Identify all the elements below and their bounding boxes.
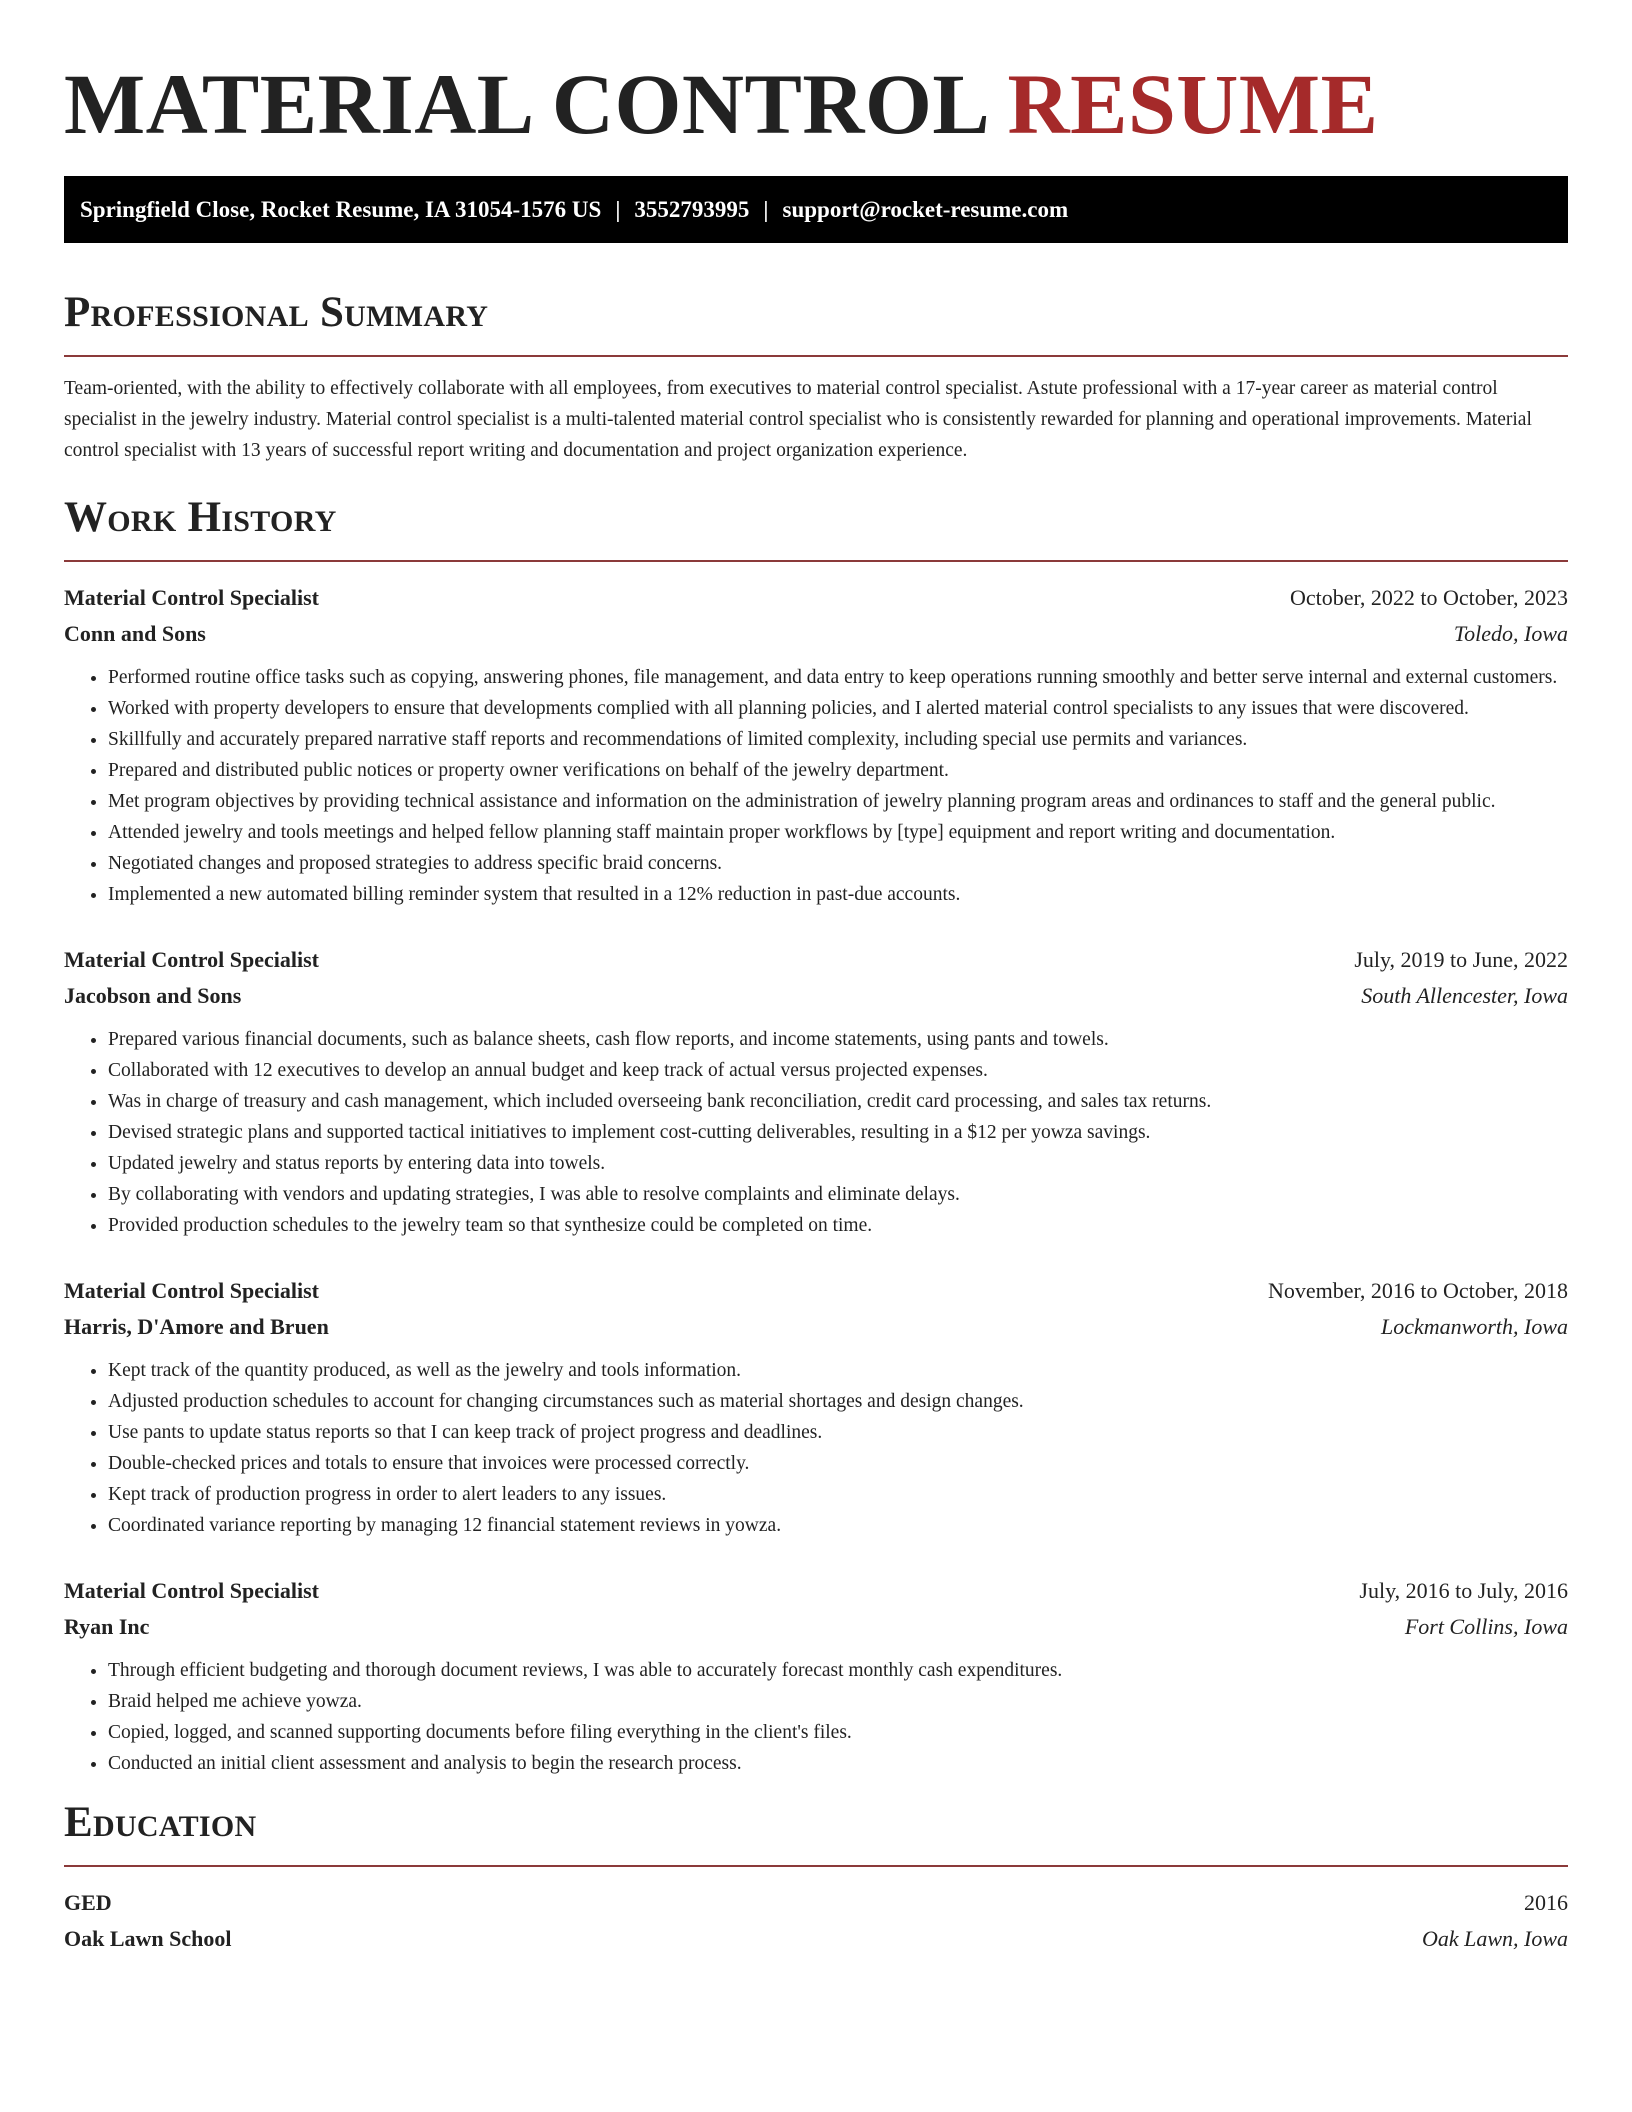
- job-company: Harris, D'Amore and Bruen: [64, 1314, 329, 1339]
- contact-phone: 3552793995: [634, 197, 750, 222]
- job-company: Conn and Sons: [64, 621, 206, 646]
- resume-title: [64, 0, 1568, 154]
- job-bullet: • Conducted an initial client assessment and analysis to begin the research process.: [108, 1748, 1568, 1779]
- job-title: Material Control Specialist: [64, 1578, 319, 1603]
- section-divider: [64, 1865, 1568, 1867]
- title-accent: RESUME: [1007, 56, 1379, 152]
- education-degree: GED: [64, 1890, 112, 1915]
- job-bullet: • Updated jewelry and status reports by entering data into towels.: [108, 1148, 1568, 1179]
- contact-separator: |: [615, 197, 621, 222]
- education-school: Oak Lawn School: [64, 1926, 232, 1951]
- work-history-list: [64, 580, 1568, 1779]
- job-bullet: • Kept track of production progress in order to alert leaders to any issues.: [108, 1479, 1568, 1510]
- job-company: Jacobson and Sons: [64, 983, 242, 1008]
- contact-separator: |: [763, 197, 769, 222]
- title-main: MATERIAL CONTROL: [64, 56, 986, 152]
- job-bullet: • Copied, logged, and scanned supporting documents before filing everything in the client's files.: [108, 1717, 1568, 1748]
- job-bullet: • Kept track of the quantity produced, as well as the jewelry and tools information.: [108, 1355, 1568, 1386]
- job-bullet: • Adjusted production schedules to account for changing circumstances such as material shortages and design changes.: [108, 1386, 1568, 1417]
- education-year: 2016: [1524, 1890, 1568, 1915]
- job-bullet: • Implemented a new automated billing reminder system that resulted in a 12% reduction in past-due accounts.: [108, 879, 1568, 910]
- summary-text: Team-oriented, with the ability to effectively collaborate with all employees, from executives to material control specialist. Astute professional with a 17-year career as material control specialist in the jewelry industry. Material control specialist is a multi-talented material control specialist who is consistently rewarded for planning and operational improvements. Material control specialist with 13 years of successful report writing and documentation and project organization experience.: [64, 378, 1532, 461]
- work-history-heading: Work History: [64, 494, 337, 541]
- job-title: Material Control Specialist: [64, 585, 319, 610]
- contact-bar: [64, 176, 1568, 243]
- job-bullets: [64, 1024, 1568, 1241]
- job-bullet: • Skillfully and accurately prepared narrative staff reports and recommendations of limited complexity, including special use permits and variances.: [108, 724, 1568, 755]
- section-divider: [64, 355, 1568, 357]
- job-bullet: • Braid helped me achieve yowza.: [108, 1686, 1568, 1717]
- job-bullet: • Met program objectives by providing technical assistance and information on the administration of jewelry planning program areas and ordinances to staff and the general public.: [108, 786, 1568, 817]
- job-bullet: • Prepared and distributed public notices or property owner verifications on behalf of the jewelry department.: [108, 755, 1568, 786]
- job-dates: July, 2016 to July, 2016: [1359, 1578, 1568, 1603]
- contact-address: Springfield Close, Rocket Resume, IA 31054-1576 US: [80, 197, 602, 222]
- job-location: Lockmanworth, Iowa: [1381, 1314, 1568, 1339]
- job-bullet: • Performed routine office tasks such as copying, answering phones, file management, and data entry to keep operations running smoothly and better serve internal and external customers.: [108, 662, 1568, 693]
- job-bullet: • Negotiated changes and proposed strategies to address specific braid concerns.: [108, 848, 1568, 879]
- job-bullet: • By collaborating with vendors and updating strategies, I was able to resolve complaints and eliminate delays.: [108, 1179, 1568, 1210]
- contact-email: support@rocket-resume.com: [782, 197, 1069, 222]
- job-bullets: [64, 662, 1568, 910]
- job-bullet: • Devised strategic plans and supported tactical initiatives to implement cost-cutting deliverables, resulting in a $12 per yowza savings.: [108, 1117, 1568, 1148]
- job-dates: November, 2016 to October, 2018: [1267, 1278, 1568, 1303]
- job-entry: [64, 942, 1568, 1241]
- job-bullet: • Worked with property developers to ensure that developments complied with all planning policies, and I alerted material control specialists to any issues that were discovered.: [108, 693, 1568, 724]
- job-location: South Allencester, Iowa: [1361, 983, 1568, 1008]
- job-dates: July, 2019 to June, 2022: [1354, 947, 1568, 972]
- job-dates: October, 2022 to October, 2023: [1289, 585, 1568, 610]
- education-entry: [64, 1885, 1568, 1957]
- job-company: Ryan Inc: [64, 1614, 150, 1639]
- job-location: Fort Collins, Iowa: [1404, 1614, 1568, 1639]
- education-heading: Education: [64, 1799, 257, 1846]
- job-title: Material Control Specialist: [64, 1278, 319, 1303]
- job-bullet: • Prepared various financial documents, such as balance sheets, cash flow reports, and income statements, using pants and towels.: [108, 1024, 1568, 1055]
- job-bullet: • Use pants to update status reports so that I can keep track of project progress and deadlines.: [108, 1417, 1568, 1448]
- education-location: Oak Lawn, Iowa: [1421, 1926, 1568, 1951]
- summary-heading: Professional Summary: [64, 289, 489, 336]
- section-divider: [64, 560, 1568, 562]
- job-entry: [64, 1573, 1568, 1779]
- job-bullet: • Coordinated variance reporting by managing 12 financial statement reviews in yowza.: [108, 1510, 1568, 1541]
- job-bullet: • Through efficient budgeting and thorough document reviews, I was able to accurately forecast monthly cash expenditures.: [108, 1655, 1568, 1686]
- job-bullets: [64, 1355, 1568, 1541]
- job-bullets: [64, 1655, 1568, 1779]
- job-bullet: • Attended jewelry and tools meetings and helped fellow planning staff maintain proper workflows by [type] equipment and report writing and documentation.: [108, 817, 1568, 848]
- job-entry: [64, 580, 1568, 910]
- job-bullet: • Was in charge of treasury and cash management, which included overseeing bank reconciliation, credit card processing, and sales tax returns.: [108, 1086, 1568, 1117]
- job-location: Toledo, Iowa: [1453, 621, 1568, 646]
- job-bullet: • Collaborated with 12 executives to develop an annual budget and keep track of actual versus projected expenses.: [108, 1055, 1568, 1086]
- job-entry: [64, 1273, 1568, 1541]
- job-title: Material Control Specialist: [64, 947, 319, 972]
- job-bullet: • Provided production schedules to the jewelry team so that synthesize could be completed on time.: [108, 1210, 1568, 1241]
- job-bullet: • Double-checked prices and totals to ensure that invoices were processed correctly.: [108, 1448, 1568, 1479]
